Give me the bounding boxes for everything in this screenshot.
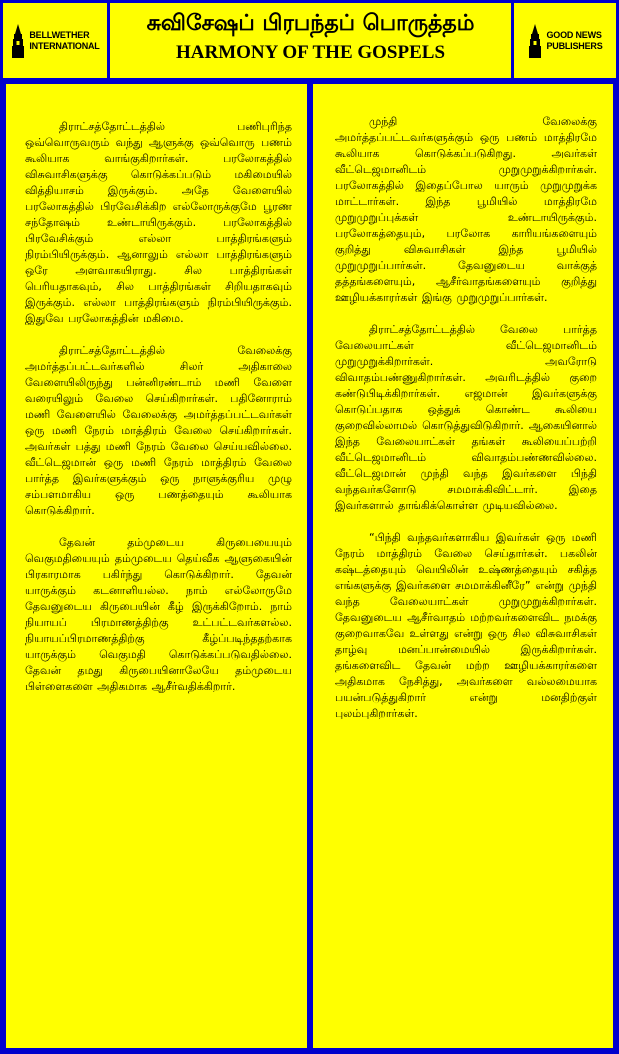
bellwether-logo [3, 3, 107, 78]
good-news-logo [514, 3, 616, 78]
church-tower-icon [10, 24, 26, 58]
header-title-block [110, 3, 511, 78]
page-title-english: HARMONY OF THE GOSPELS [175, 42, 446, 63]
left-column [3, 81, 310, 1051]
logo-right-line-2: PUBLISHERS [546, 40, 603, 51]
logo-right-line-1: GOOD NEWS [546, 29, 602, 40]
right-paragraph-3: “பிந்தி வந்தவர்களாகிய இவர்கள் ஒரு மணி நேரம் மாத்திரம் வேலை செய்தார்கள். பகலின் கஷ்டத்தையும் வெயிலின் உஷ்ணத்தையும் சகித்த எங்களுக்கு இவர்களை சமமாக்கினீரே” என்று முந்தி வந்த வேலையாட்கள் முறுமுறுக்கிறார்கள். தேவனுடைய ஆசீர்வாதம் மற்றவர்களைவிட நமக்கு குறைவாகவே உள்ளது என்று ஒரு சில விசுவாசிகள் தாழ்வு மனப்பான்மையில் இருக்கிறார்கள். தங்களைவிட தேவன் மற்ற ஊழியக்காரர்களை அதிகமாக நேசித்து, அவர்களை வல்லமையாக பயன்படுத்துகிறார் என்று மனதிற்குள் புலம்புகிறார்கள். [335, 531, 597, 720]
left-paragraph-1: திராட்சத்தோட்டத்தில் பணிபுரிந்த ஒவ்வொருவரும் வந்து ஆளுக்கு ஒவ்வொரு பணம் கூலியாக வாங்குகிறார்கள். பரலோகத்தில் விசுவாசிகளுக்கு கொடுக்கப்படும் மகிமையில் வித்தியாசம் இருக்கும். அதே வேளையில் பரலோகத்தில் பிரவேசிக்கிற எல்லோருக்குமே பூரண சந்தோஷம் உண்டாயிருக்கும். பரலோகத்தில் பிரவேசிக்கும் எல்லா பாத்திரங்களும் நிரம்பியிருக்கும். ஆனாலும் எல்லா பாத்திரங்களும் ஒரே அளவாகயிராது. சில பாத்திரங்கள் பெரியதாகவும், சில பாத்திரங்கள் சிறியதாகவும் இருக்கும். எல்லா பாத்திரங்களும் நிரம்பியிருக்கும். இதுவே பரலோகத்தின் மகிமை. [25, 120, 292, 325]
left-paragraph-3: தேவன் தம்முடைய கிருபையையும் வெகுமதியையும் தம்முடைய தெய்வீக ஆளுகையின் பிரகாரமாக பகிர்ந்து கொடுக்கிறார். தேவன் யாருக்கும் கடனாளியல்ல. நாம் எல்லோருமே தேவனுடைய கிருபையின் கீழ் இருக்கிறோம். நாம் நியாயப் பிரமாணத்திற்கு உட்பட்டவர்களல்ல. நியாயப்பிரமாணத்திற்கு கீழ்ப்படிந்ததற்காக யாருக்கும் வெகுமதி கொடுக்கப்படுவதில்லை. தேவன் தமது கிருபையினாலேயே தம்முடைய பிள்ளைகளை அதிகமாக ஆசீர்வதிக்கிறார். [25, 536, 292, 693]
header-divider-left [107, 0, 110, 81]
page-title-tamil: சுவிசேஷப் பிரபந்தப் பொருத்தம் [146, 11, 475, 36]
church-tower-icon [527, 24, 543, 58]
right-column [310, 81, 616, 1051]
right-paragraph-2: திராட்சத்தோட்டத்தில் வேலை பார்த்த வேலையாட்கள் வீட்டெஜமானிடம் முறுமுறுக்கிறார்கள். அவரோடு விவாதம்பண்ணுகிறார்கள். அவரிடத்தில் குறை கண்டுபிடிக்கிறார்கள். எஜமான் இவர்களுக்கு கொடுப்பதாக ஒத்துக் கொண்ட கூலியை குறைவில்லாமல் கொடுத்துவிடுகிறார். ஆகையினால் இந்த வேலையாட்கள் தங்கள் கூலியைப்பற்றி வீட்டெஜமானிடம் விவாதம்பண்ணவில்லை. வீட்டெஜமான் முந்தி வந்த இவர்களை பிந்தி வந்தவர்களோடு சமமாக்கிவிட்டார். இதை இவர்களால் தாங்கிக்கொள்ள முடியவில்லை. [335, 323, 597, 512]
header-divider-right [511, 0, 514, 81]
right-paragraph-1: முந்தி வேலைக்கு அமர்த்தப்பட்டவர்களுக்கும் ஒரு பணம் மாத்திரமே கூலியாக கொடுக்கப்படுகிறது. அவர்கள் வீட்டெஜமானிடம் முறுமுறுக்கிறார்கள். பரலோகத்தில் இதைப்போல யாரும் முறுமுறுக்க மாட்டார்கள். இந்த பூமியில் மாத்திரமே முறுமுறுப்புக்கள் உண்டாயிருக்கும். பரலோகத்தையும், பரலோக காரியங்களையும் குறித்து விசுவாசிகள் இந்த பூமியில் முறுமுறுப்பார்கள். தேவனுடைய வாக்குத் தத்தங்களையும், ஆசீர்வாதங்களையும் குறித்து ஊழியக்காரர்கள் இங்கு முறுமுறுப்பார்கள். [335, 115, 597, 304]
logo-left-line-1: BELLWETHER [29, 29, 90, 40]
left-paragraph-2: திராட்சத்தோட்டத்தில் வேலைக்கு அமர்த்தப்பட்டவர்களில் சிலர் அதிகாலை வேளையிலிருந்து பன்னிரண்டாம் மணி வேளை வரையிலும் வேலை செய்கிறார்கள். பதினோராம் மணி வேளையில் வேலைக்கு அமர்த்தப்பட்டவர்கள் ஒரு மணி நேரம் மாத்திரம் வேலை செய்கிறார்கள். அவர்கள் பத்து மணி நேரம் வேலை செய்யவில்லை. வீட்டெஜமான் ஒரு மணி நேரம் மாத்திரம் வேலை பார்த்த இவர்களுக்கும் ஒரு நாளுக்குரிய முழு சம்பளமாகிய ஒரு பணத்தையும் கூலியாக கொடுக்கிறார். [25, 344, 292, 517]
logo-left-line-2: INTERNATIONAL [29, 40, 100, 51]
